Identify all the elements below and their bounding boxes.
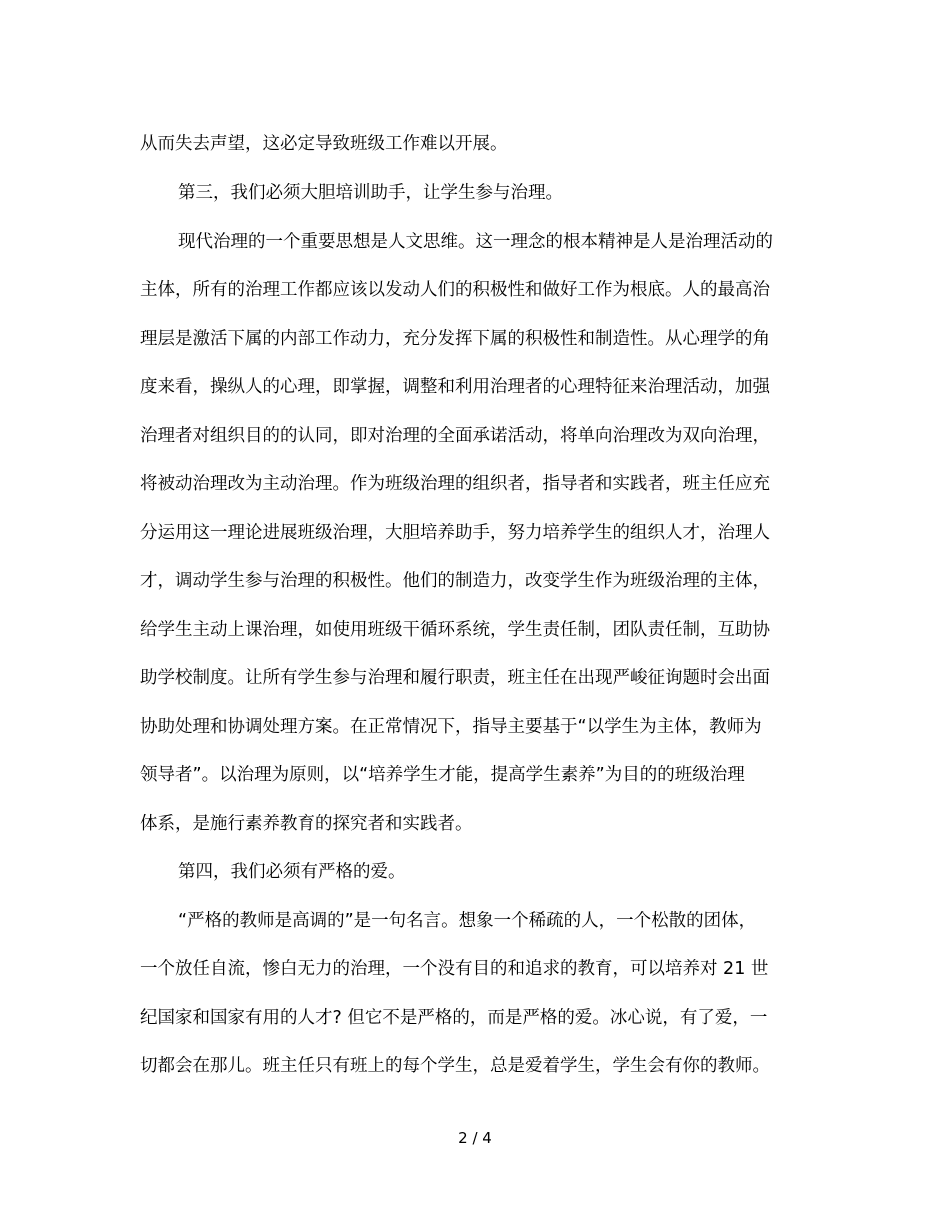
text-line: “严格的教师是高调的”是一句名言。想象一个稀疏的人，一个松散的团体，	[178, 911, 757, 931]
text-line: 给学生主动上课治理，如使用班级干循环系统，学生责任制，团队责任制，互助协	[140, 620, 770, 640]
text-line: 主体，所有的治理工作都应该以发动人们的积极性和做好工作为根底。人的最高治	[140, 280, 770, 300]
text-line: 治理者对组织目的的认同，即对治理的全面承诺活动，将单向治理改为双向治理，	[140, 426, 770, 446]
text-line: 将被动治理改为主动治理。作为班级治理的组织者，指导者和实践者，班主任应充	[140, 474, 770, 494]
text-line: 第三，我们必须大胆培训助手，让学生参与治理。	[178, 183, 563, 203]
text-line: 第四，我们必须有严格的爱。	[178, 862, 406, 882]
page-number: 2 / 4	[458, 1129, 492, 1147]
text-line: 从而失去声望，这必定导致班级工作难以开展。	[140, 134, 508, 154]
text-line: 才，调动学生参与治理的积极性。他们的制造力，改变学生作为班级治理的主体，	[140, 571, 770, 591]
text-line: 体系，是施行素养教育的探究者和实践者。	[140, 814, 473, 834]
text-line: 现代治理的一个重要思想是人文思维。这一理念的根本精神是人是治理活动的	[178, 232, 773, 252]
text-line: 纪国家和国家有用的人才? 但它不是严格的，而是严格的爱。冰心说，有了爱，一	[140, 1008, 768, 1028]
text-line: 理层是激活下属的内部工作动力，充分发挥下属的积极性和制造性。从心理学的角	[140, 329, 770, 349]
text-line: 一个放任自流，惨白无力的治理，一个没有目的和追求的教育，可以培养对 21 世	[140, 959, 769, 979]
text-line: 领导者”。以治理为原则，以“培养学生才能，提高学生素养”为目的的班级治理	[140, 765, 745, 785]
text-line: 切都会在那儿。班主任只有班上的每个学生，总是爱着学生，学生会有你的教师。	[140, 1056, 770, 1076]
text-line: 助学校制度。让所有学生参与治理和履行职责，班主任在出现严峻征询题时会出面	[140, 668, 770, 688]
text-line: 协助处理和协调处理方案。在正常情况下，指导主要基于“以学生为主体，教师为	[140, 717, 762, 737]
text-line: 分运用这一理论进展班级治理，大胆培养助手，努力培养学生的组织人才，治理人	[140, 523, 770, 543]
text-line: 度来看，操纵人的心理，即掌握，调整和利用治理者的心理特征来治理活动，加强	[140, 377, 770, 397]
